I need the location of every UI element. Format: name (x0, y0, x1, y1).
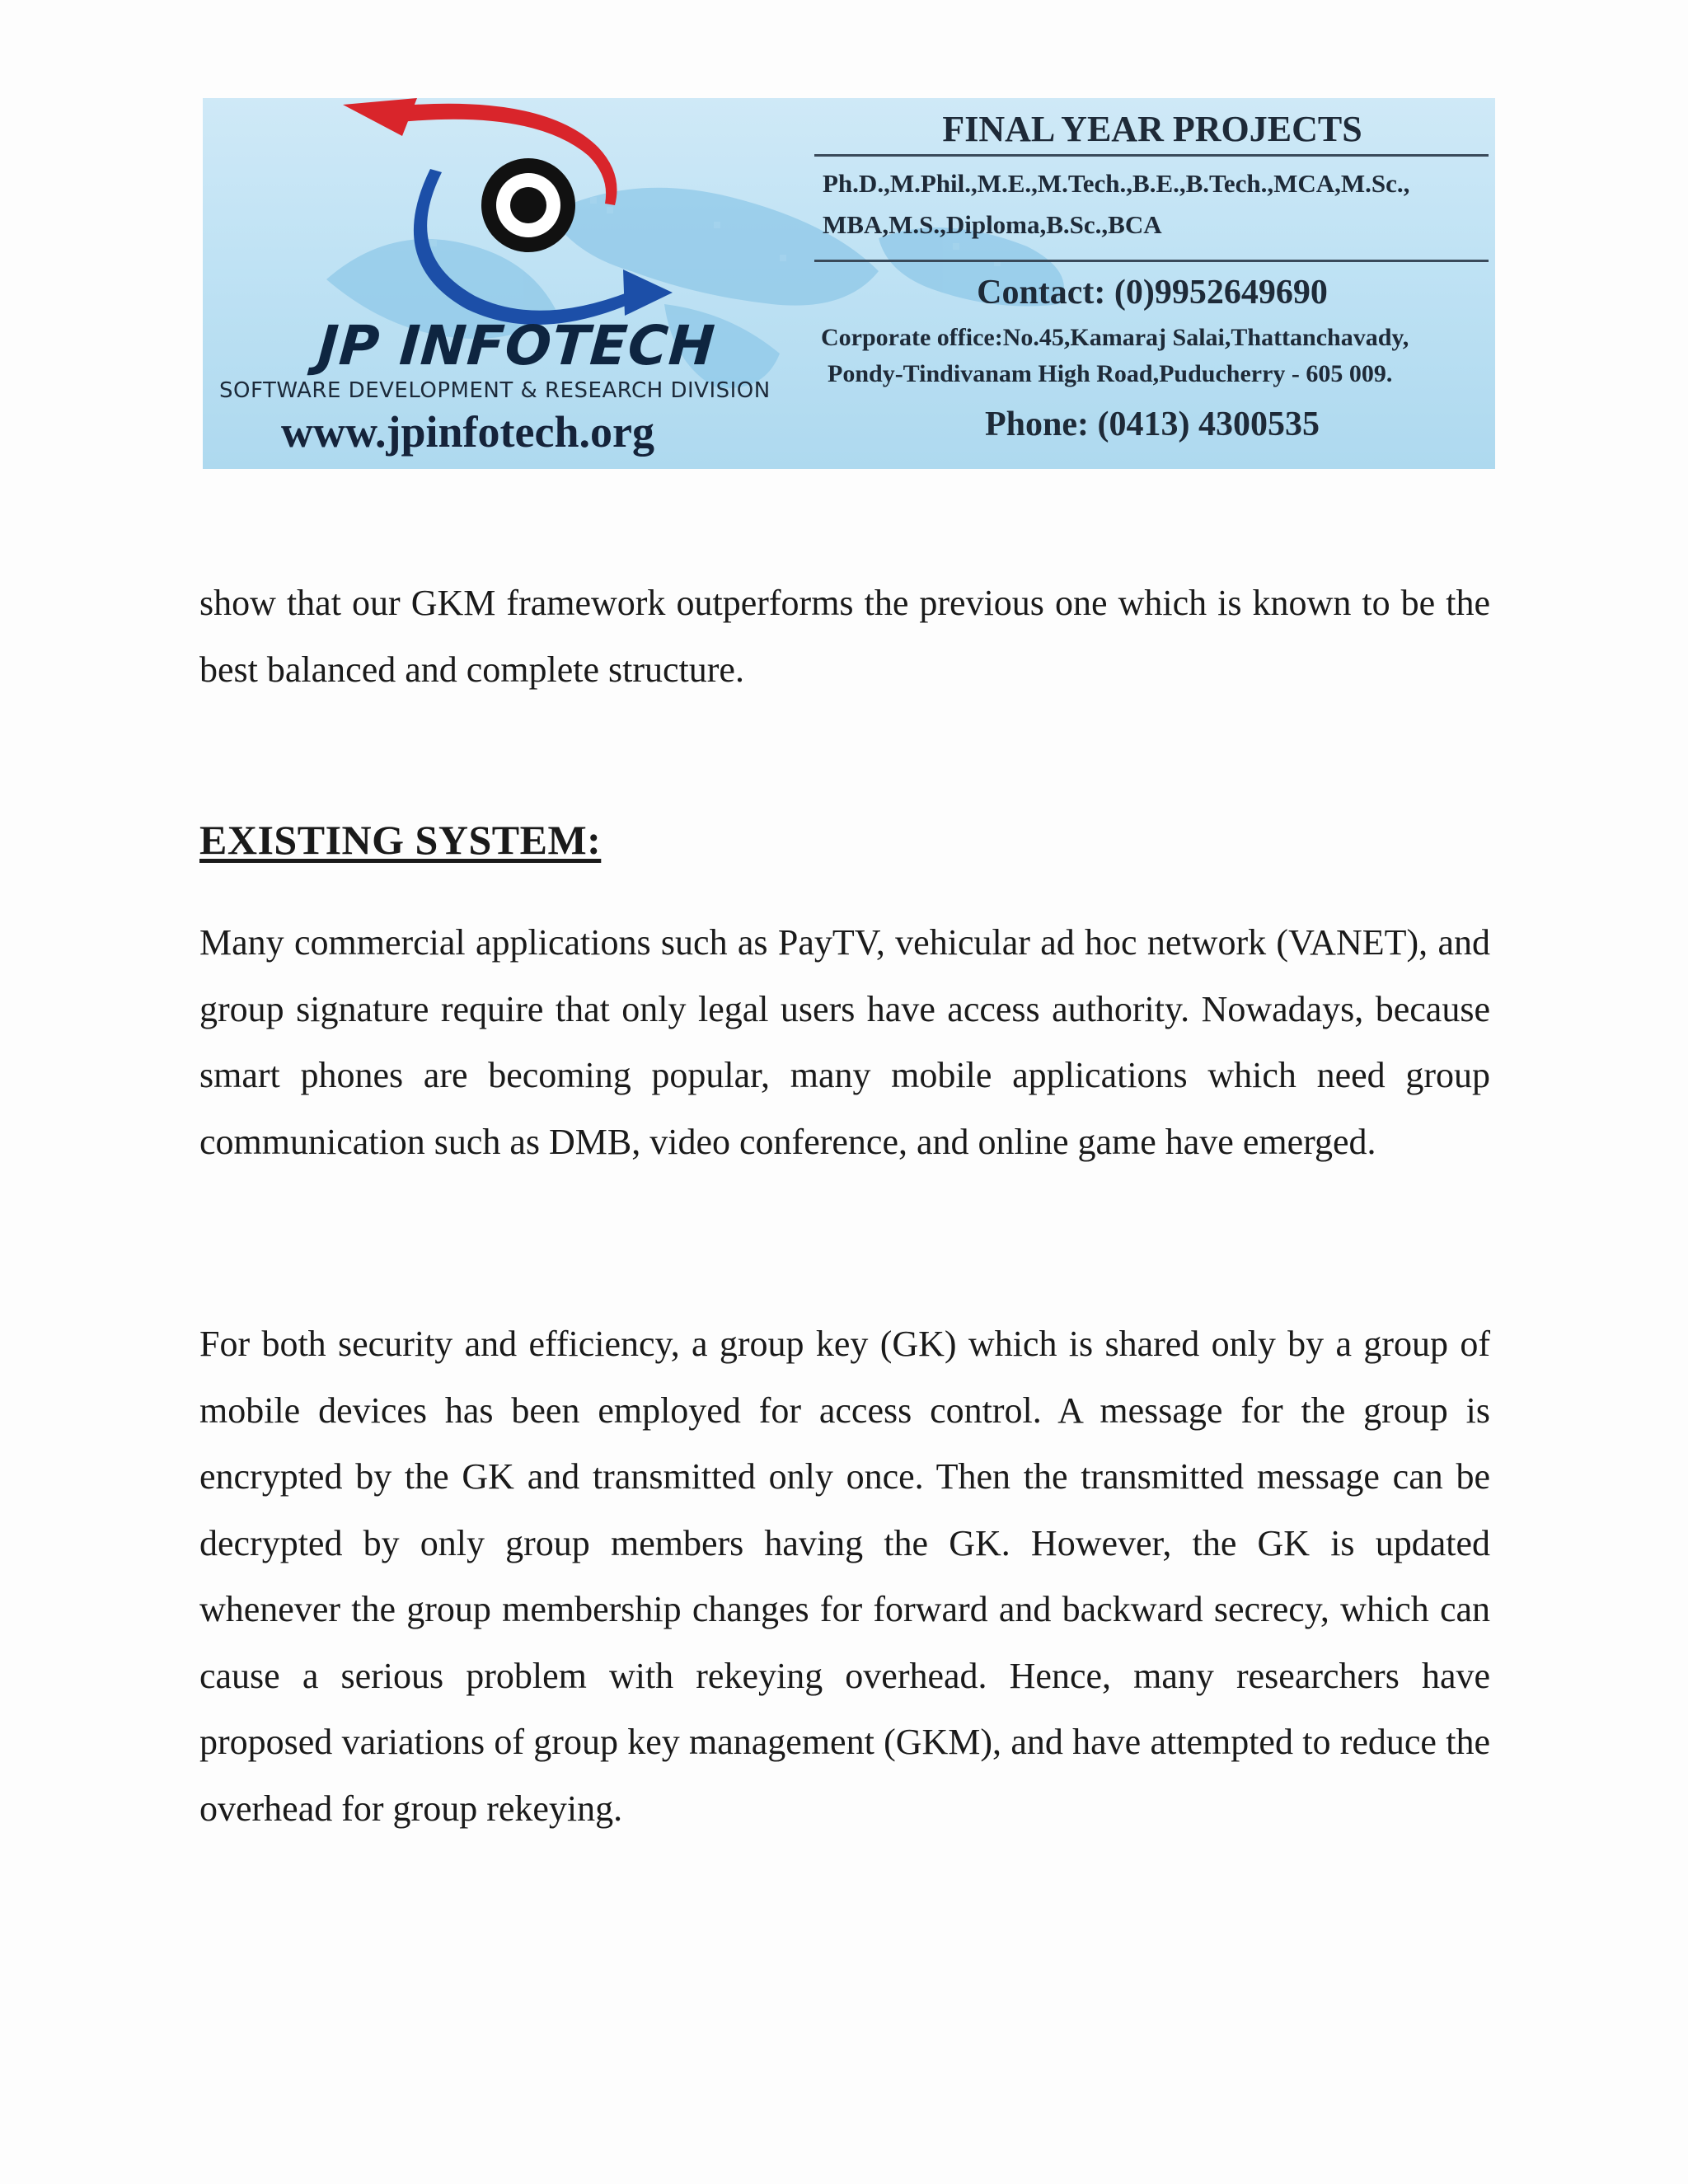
brand-tagline: SOFTWARE DEVELOPMENT & RESEARCH DIVISION (219, 378, 771, 403)
contact-number: Contact: (0)9952649690 (977, 274, 1328, 312)
divider (814, 154, 1489, 157)
banner-title: FINAL YEAR PROJECTS (942, 109, 1362, 149)
divider (814, 260, 1489, 262)
phone-number: Phone: (0413) 4300535 (985, 405, 1320, 443)
degrees-line-2: MBA,M.S.,Diploma,B.Sc.,BCA (823, 210, 1162, 239)
degrees-line-1: Ph.D.,M.Phil.,M.E.,M.Tech.,B.E.,B.Tech.,MCA,M.Sc., (823, 169, 1410, 198)
address-line-2: Pondy-Tindivanam High Road,Puducherry - 605 009. (828, 360, 1393, 387)
body-paragraph-1: Many commercial applications such as PayTV, vehicular ad hoc network (VANET), and group signature require that only legal users have access authority. Nowadays, because smart phones are becoming popular, many mobile applications which need group communication such as DMB, video conference, and online game have emerged. (199, 922, 1490, 1162)
section-heading: EXISTING SYSTEM: (199, 817, 602, 863)
address-line-1: Corporate office:No.45,Kamaraj Salai,Thattanchavady, (821, 324, 1409, 351)
intro-paragraph: show that our GKM framework outperforms the previous one which is known to be the best balanced and complete structure. (199, 583, 1490, 690)
body-paragraph-2: For both security and efficiency, a group key (GK) which is shared only by a group of mobile devices has been employed for access control. A message for the group is encrypted by the GK and transmitted only once. Then the transmitted message can be decrypted by only group members having the GK. However, the GK is updated whenever the group membership changes for forward and backward secrecy, which can cause a serious problem with rekeying overhead. Hence, many researchers have proposed variations of group key management (GKM), and have attempted to reduce the overhead for group rekeying. (199, 1324, 1490, 1829)
website-link[interactable]: www.jpinfotech.org (281, 407, 654, 457)
header-banner (203, 98, 1495, 469)
brand-name: JP INFOTECH (316, 314, 718, 377)
